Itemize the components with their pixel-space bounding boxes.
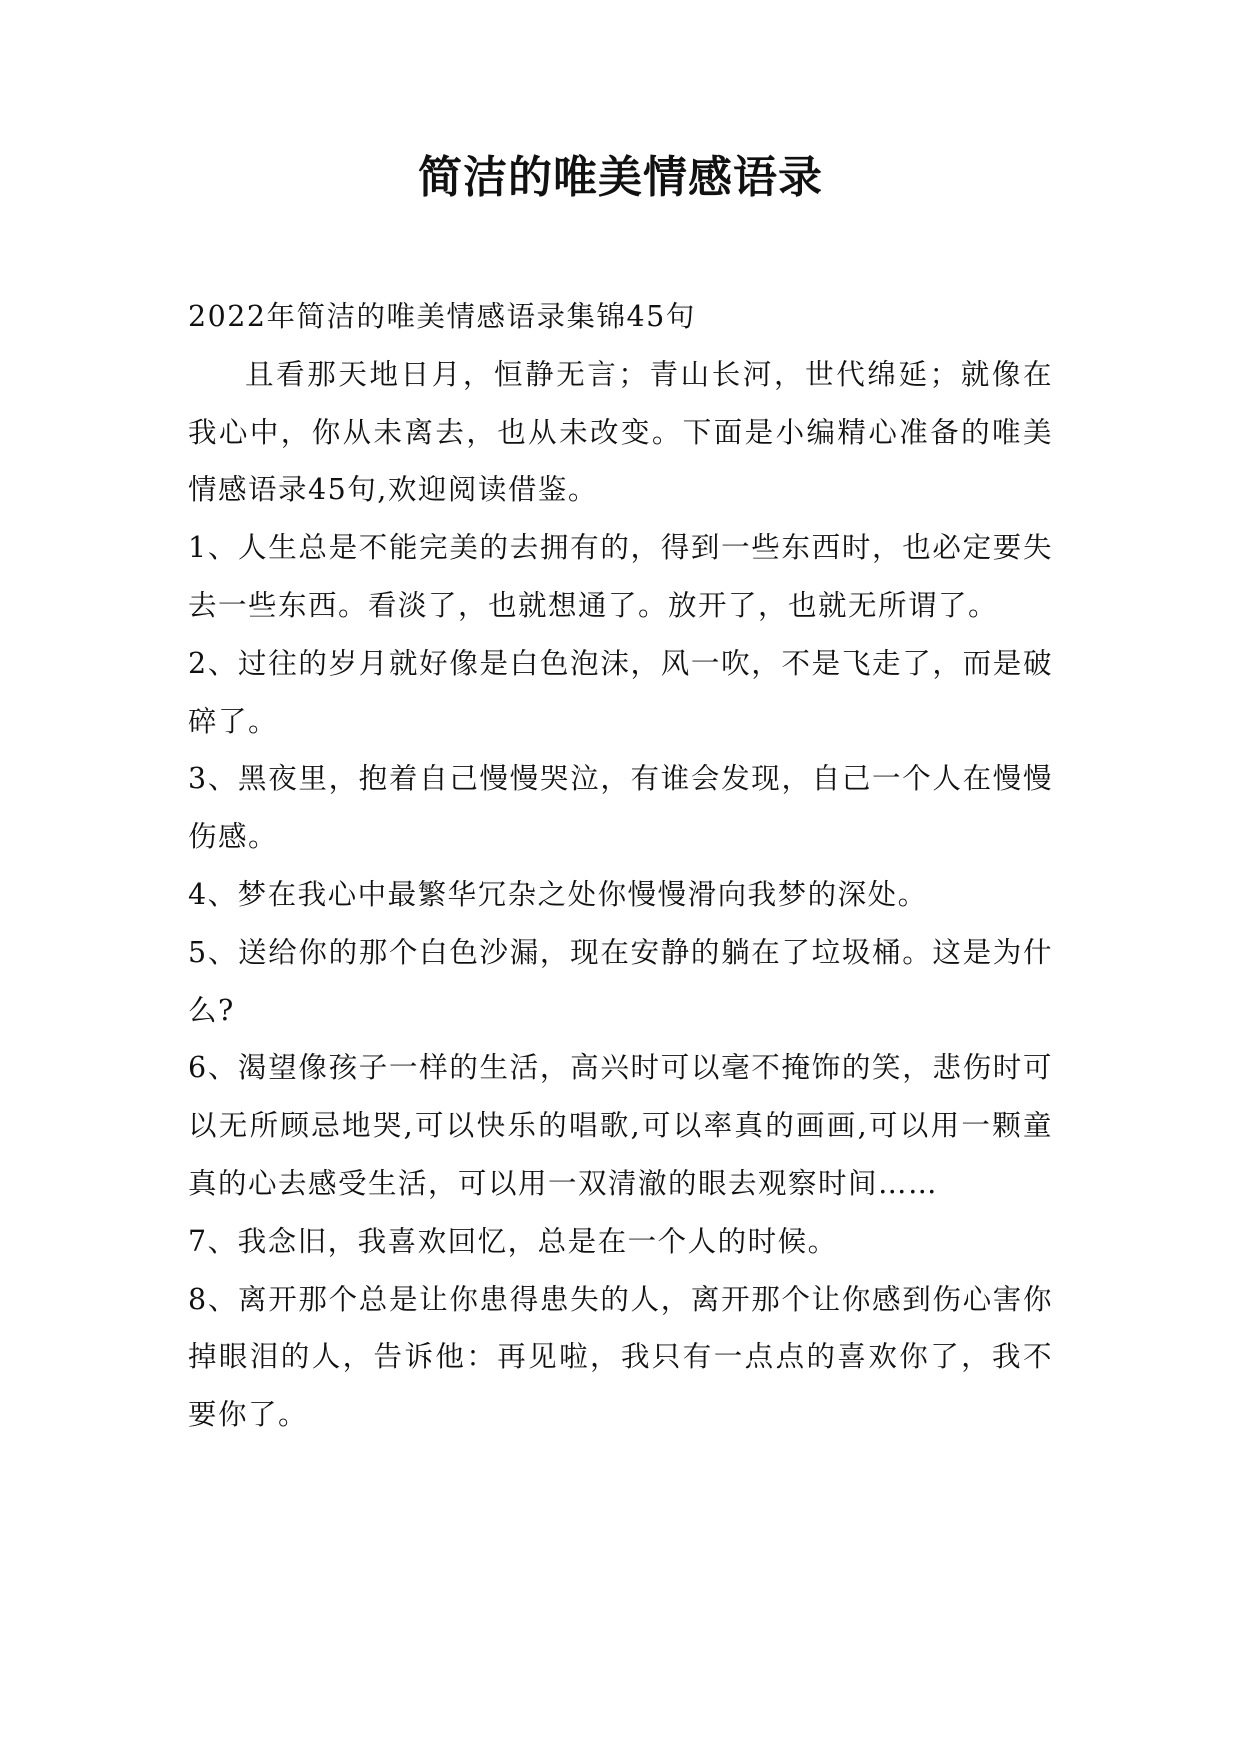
document-subtitle: 2022年简洁的唯美情感语录集锦45句 — [188, 300, 696, 333]
quote-item-6: 6、渴望像孩子一样的生活，高兴时可以毫不掩饰的笑，悲伤时可以无所顾忌地哭,可以快乐的唱歌,可以率真的画画,可以用一颗童真的心去感受生活，可以用一双清澈的眼去观察时间…… — [188, 1051, 1053, 1200]
document-title: 简洁的唯美情感语录 — [418, 152, 823, 203]
quote-item-4: 4、梦在我心中最繁华冗杂之处你慢慢滑向我梦的深处。 — [188, 877, 928, 911]
quote-item-2: 2、过往的岁月就好像是白色泡沫，风一吹，不是飞走了，而是破碎了。 — [188, 646, 1053, 738]
quote-item-3: 3、黑夜里，抱着自己慢慢哭泣，有谁会发现，自己一个人在慢慢伤感。 — [188, 762, 1053, 854]
quote-item-1: 1、人生总是不能完美的去拥有的，得到一些东西时，也必定要失去一些东西。看淡了，也就想通了。放开了，也就无所谓了。 — [188, 531, 1053, 622]
quote-item-7: 7、我念旧，我喜欢回忆，总是在一个人的时候。 — [188, 1224, 838, 1258]
quote-item-5: 5、送给你的那个白色沙漏，现在安静的躺在了垃圾桶。这是为什么? — [188, 935, 1053, 1027]
document-body — [188, 288, 1053, 1444]
quote-item-8: 8、离开那个总是让你患得患失的人，离开那个让你感到伤心害你掉眼泪的人，告诉他：再见啦，我只有一点点的喜欢你了，我不要你了。 — [188, 1282, 1053, 1432]
intro-paragraph: 且看那天地日月，恒静无言；青山长河，世代绵延；就像在我心中，你从未离去，也从未改变。下面是小编精心准备的唯美情感语录45句,欢迎阅读借鉴。 — [188, 357, 1053, 507]
